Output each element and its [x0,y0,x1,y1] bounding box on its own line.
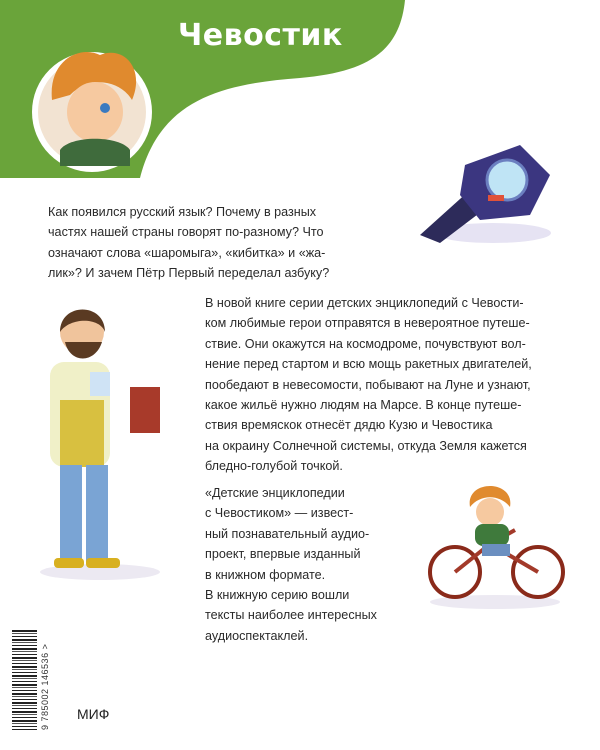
text-line: В новой книге серии детских энциклопедий с Чевости- [205,296,524,310]
intro-paragraph [48,202,398,284]
text-line: в книжном формате. [205,567,326,582]
text-line: Как появился русский язык? Почему в разных [48,205,317,219]
text-line: «Детские энциклопедии [205,486,345,500]
publisher-logo: МИФ [77,706,110,722]
barcode-digits: 9 785002 146536 > [40,643,50,730]
text-line: бледно-голубой точкой. [205,459,343,474]
text-line: какое жильё нужно людям на Марсе. В конце путеше- [205,397,522,412]
text-line: тексты наиболее интересных [205,608,377,623]
text-line: ком любимые герои отправятся в невероятное путеше- [205,316,530,331]
text-line: пообедают в невесомости, побывают на Луне и узнают, [205,377,531,392]
text-line: аудиоспектаклей. [205,628,309,643]
timejump-device-illustration [415,135,560,247]
text-line: лик»? И зачем Пётр Первый переделал азбуку? [48,266,330,281]
text-line: ствия времяскок отнесёт дядю Кузю и Чевостика [205,418,493,433]
uncle-kuzya-illustration [20,292,185,582]
text-line: проект, впервые изданный [205,547,361,562]
text-line: означают слова «шаромыга», «кибитка» и «жа- [48,245,326,260]
barcode [12,630,37,730]
text-line: частях нашей страны говорят по-разному? Что [48,225,324,240]
text-line: ствие. Они окажутся на космодроме, почувствуют вол- [205,336,526,351]
text-line: В книжную серию вошли [205,587,350,602]
series-paragraph [205,483,405,646]
text-line: с Чевостиком» — извест- [205,506,354,521]
book-title: Чевостик [178,18,343,53]
text-line: нение перед стартом и всю мощь ракетных двигателей, [205,357,532,372]
text-line: ный познавательный аудио- [205,526,370,541]
chevostik-bicycle-illustration [420,482,570,610]
description-paragraph [205,293,590,477]
text-line: на окраину Солнечной системы, откуда Земля кажется [205,438,527,453]
